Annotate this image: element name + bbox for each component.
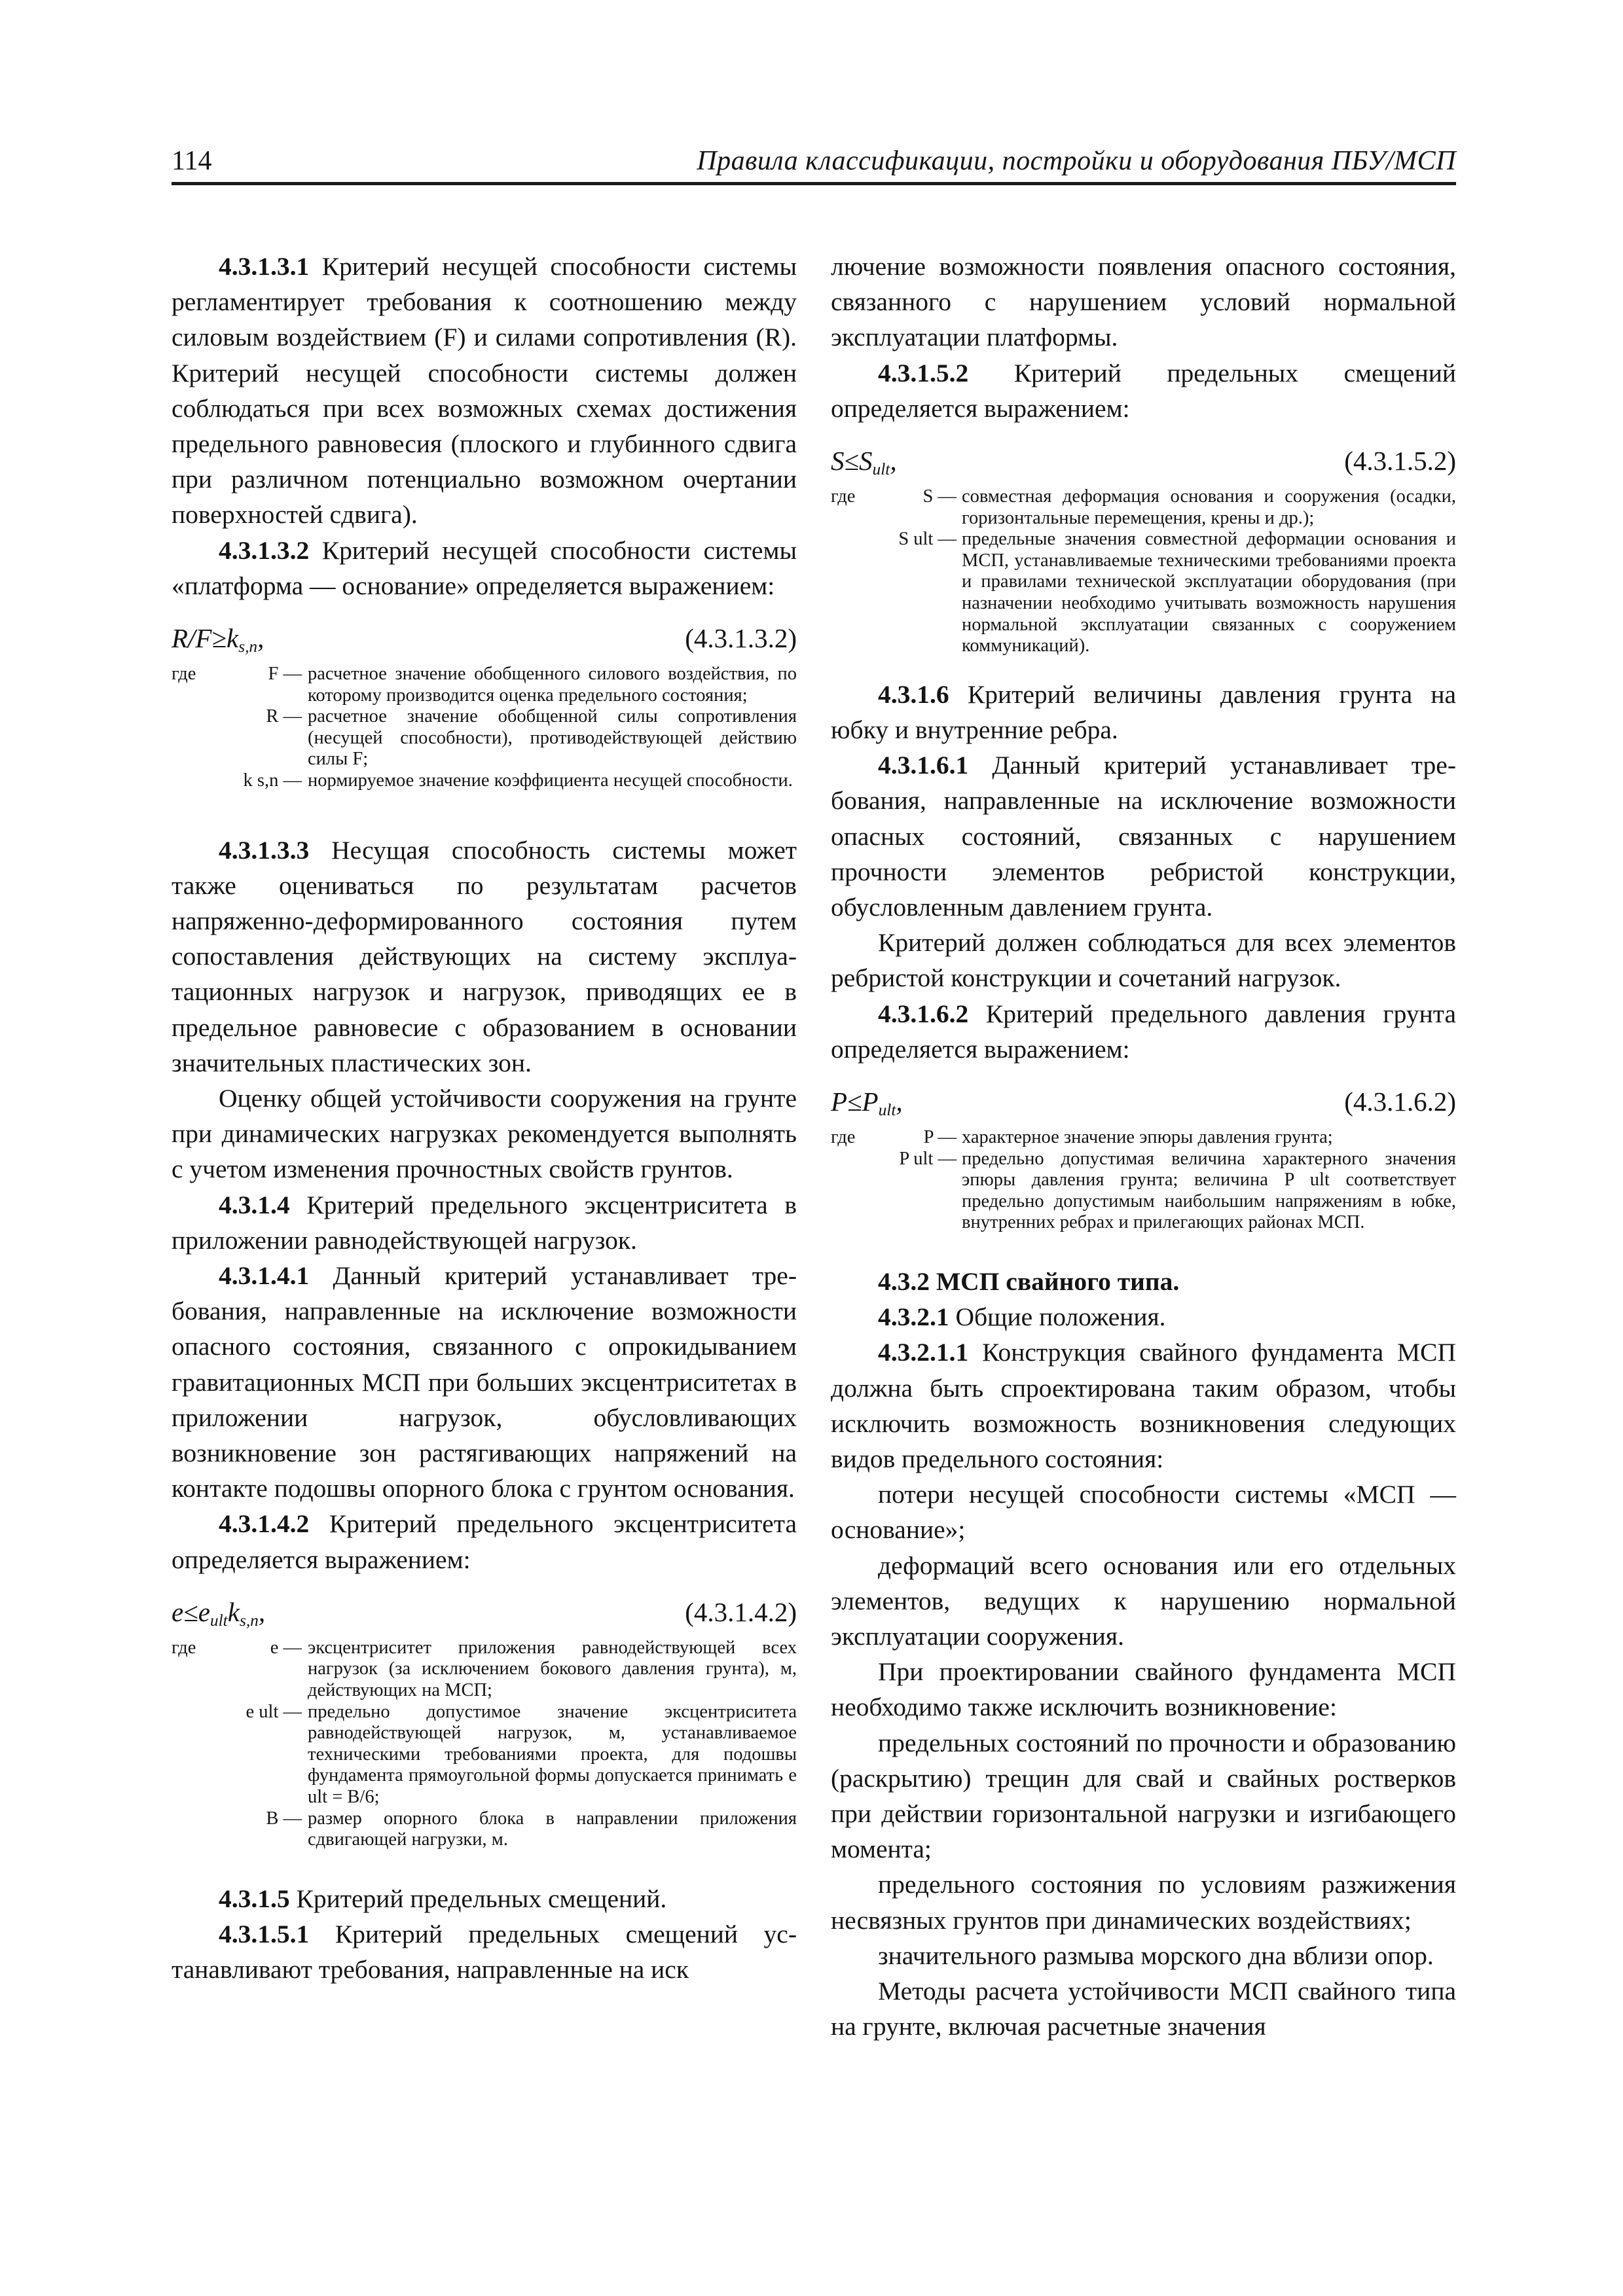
paragraph-criterion: Критерий должен соблюдаться для всех элементов ребристой конструкции и сочетаний нагрузок. — [831, 928, 1456, 993]
formula-4-3-1-5-2 — [831, 443, 1456, 478]
paragraph-4-3-2-1-1: 4.3.2.1.1 Конструкция свайного фундамента МСП должна быть спроектирована таким образом, чтобы исключить возможность возникновения следующих видов предельного состояния: — [831, 1338, 1456, 1473]
paragraph-4-3-2-1: 4.3.2.1 Общие положения. — [878, 1302, 1166, 1332]
paragraph-4-3-1-5-1: 4.3.1.5.1 Критерий предельных смещений устанавливают требования, направленные на иск — [172, 1920, 797, 1984]
formula-legend-3 — [831, 486, 1456, 657]
formula-expression: $S\le S_{ult}$, — [831, 446, 897, 479]
section-heading-4-3-2: 4.3.2 МСП свайного типа. — [878, 1266, 1180, 1296]
legend-row: R — расчетное значение обобщенной силы сопротивления (несущей способности), противодействующей действию силы F; — [266, 706, 797, 770]
legend-where-label: где — [172, 1637, 196, 1658]
list-item: предельных состояний по прочности и образованию (раскрытию) трещин для свай и свайных ростверков при действии горизонтальной нагрузки и изгибающего момента; — [831, 1728, 1456, 1864]
paragraph-4-3-1-3-1: 4.3.1.3.1 Критерий несущей способности системы регламентирует требования к соотношению между силовым воздействием (F) и силами сопротивления (R). Критерий несущей способности системы должен соблюдаться при всех возможных схемах достижения предельного равновесия (плоского и глубинного сдвига при различном потенциально возможном очертании поверхностей сдвига). — [172, 252, 797, 529]
paragraph-4-3-1-6-2: 4.3.1.6.2 Критерий предельного давления грунта определяется выражением: — [831, 999, 1456, 1064]
paragraph-continuation: лючение возможности появления опасного состояния, связанного с нарушением условий нормальной эксплуатации платформы. — [831, 252, 1456, 352]
legend-row: k s,n — нормируемое значение коэффициента несущей способности. — [243, 770, 793, 791]
formula-expression: $e\le e_{ult}k_{s,n}$, — [172, 1596, 266, 1630]
formula-number: (4.3.1.4.2) — [685, 1596, 797, 1627]
formula-number: (4.3.1.3.2) — [685, 623, 797, 654]
paragraph-4-3-1-3-2: 4.3.1.3.2 Критерий несущей способности системы «платформа — основание» определяется выражением: — [172, 535, 797, 600]
paragraph-stability: Оценку общей устойчивости сооружения на грунте при динамических нагрузках рекомендуется выполнять с учетом изменения прочностных свойств грунтов. — [172, 1084, 797, 1184]
paragraph-4-3-1-6-1: 4.3.1.6.1 Данный критерий устанавливает требования, направленные на исключение возможности опасных состояний, связанных с нарушением прочности элементов ребристой конструкции, обусловленным давлением грунта. — [831, 751, 1456, 922]
list-item: значительного размыва морского дна вблизи опор. — [878, 1941, 1434, 1970]
page-header — [172, 145, 1456, 185]
formula-expression: $P\le P_{ult}$, — [831, 1086, 903, 1120]
formula-number: (4.3.1.6.2) — [1344, 1086, 1456, 1117]
right-column — [831, 249, 1456, 2044]
running-title: Правила классификации, постройки и оборудования ПБУ/МСП — [697, 146, 1456, 176]
formula-legend-2 — [172, 1638, 797, 1851]
page-number: 114 — [172, 146, 212, 176]
legend-row: e — эксцентриситет приложения равнодействующей всех нагрузок (за исключением бокового давления грунта), м, действующих на МСП; — [270, 1637, 797, 1701]
paragraph-4-3-1-4: 4.3.1.4 Критерий предельного эксцентриситета в приложении равнодействующей нагрузок. — [172, 1190, 797, 1255]
list-item: деформаций всего основания или его отдельных элементов, ведущих к нарушению нормальной эксплуатации сооружения. — [831, 1551, 1456, 1651]
legend-row: B — размер опорного блока в направлении приложения сдвигающей нагрузки, м. — [266, 1808, 797, 1850]
legend-row: P ult — предельно допустимая величина характерного значения эпюры давления грунта; величина P ult соответствует предельно допустимым наибольшим напряжениям в юбке, внутренних ребрах и прилегающих районах МСП. — [899, 1148, 1456, 1233]
formula-4-3-1-4-2 — [172, 1594, 797, 1630]
paragraph-methods: Методы расчета устойчивости МСП свайного типа на грунте, включая расчетные значения — [831, 1977, 1456, 2041]
legend-row: e ult — предельно допустимое значение эксцентриситета равнодействующей нагрузок, м, устанавливаемое техническими требованиями проекта, для подошвы фундамента прямоугольной формы допускается принимать e ult = B/6; — [246, 1701, 797, 1808]
list-item: потери несущей способности системы «МСП — основание»; — [831, 1480, 1456, 1545]
legend-where-label: где — [831, 1127, 856, 1147]
paragraph-4-3-1-5: 4.3.1.5 Критерий предельных смещений. — [219, 1884, 667, 1913]
paragraph-design: При проектировании свайного фундамента МСП необходимо также исключить возникновение: — [831, 1657, 1456, 1722]
paragraph-4-3-1-3-3: 4.3.1.3.3 Несущая способность системы может также оцениваться по результатам расчетов напряженно-деформированного состояния путем сопоставления действующих на систему эксплуатационных нагрузок и нагрузок, приводящих ее в предельное равновесие с образованием в основании значительных пластических зон. — [172, 835, 797, 1077]
formula-4-3-1-6-2 — [831, 1084, 1456, 1119]
formula-expression: $R/F\ge k_{s,n}$, — [172, 623, 264, 656]
legend-row: P — характерное значение эпюры давления грунта; — [923, 1127, 1333, 1147]
paragraph-4-3-1-4-1: 4.3.1.4.1 Данный критерий устанавливает требования, направленные на исключение возможности опасного состояния, связанного с опрокидыванием гравитационных МСП при больших эксцентриситетах в приложении нагрузок, обусловливающих возникновение зон растягивающих напряжений на контакте подошвы опорного блока с грунтом основания. — [172, 1261, 797, 1503]
formula-legend-4 — [831, 1127, 1456, 1234]
list-item: предельного состояния по условиям разжижения несвязных грунтов при динамических воздействиях; — [831, 1870, 1456, 1935]
legend-where-label: где — [172, 664, 196, 685]
paragraph-4-3-1-4-2: 4.3.1.4.2 Критерий предельного эксцентриситета определяется выражением: — [172, 1509, 797, 1574]
formula-number: (4.3.1.5.2) — [1344, 446, 1456, 476]
legend-row: F — расчетное значение обобщенного силового воздействия, по которому производится оценка предельного состояния; — [268, 664, 797, 706]
legend-row: S ult — предельные значения совместной деформации основания и МСП, устанавливаемые техническими требованиями проекта и правилами технической эксплуатации оборудования (при назначении необходимо учитывать возможность нарушения нормальной эксплуатации связанных с сооружением коммуникаций). — [898, 529, 1456, 656]
formula-4-3-1-3-2 — [172, 620, 797, 656]
legend-row: S — совместная деформация основания и сооружения (осадки, горизонтальные перемещения, крены и др.); — [922, 486, 1456, 528]
paragraph-4-3-1-5-2: 4.3.1.5.2 Критерий предельных смещений определяется выражением: — [831, 358, 1456, 423]
left-column — [172, 249, 797, 1987]
paragraph-4-3-1-6: 4.3.1.6 Критерий величины давления грунта на юбку и внутренние ребра. — [831, 679, 1456, 744]
formula-legend-1 — [172, 664, 797, 792]
legend-where-label: где — [831, 486, 856, 507]
